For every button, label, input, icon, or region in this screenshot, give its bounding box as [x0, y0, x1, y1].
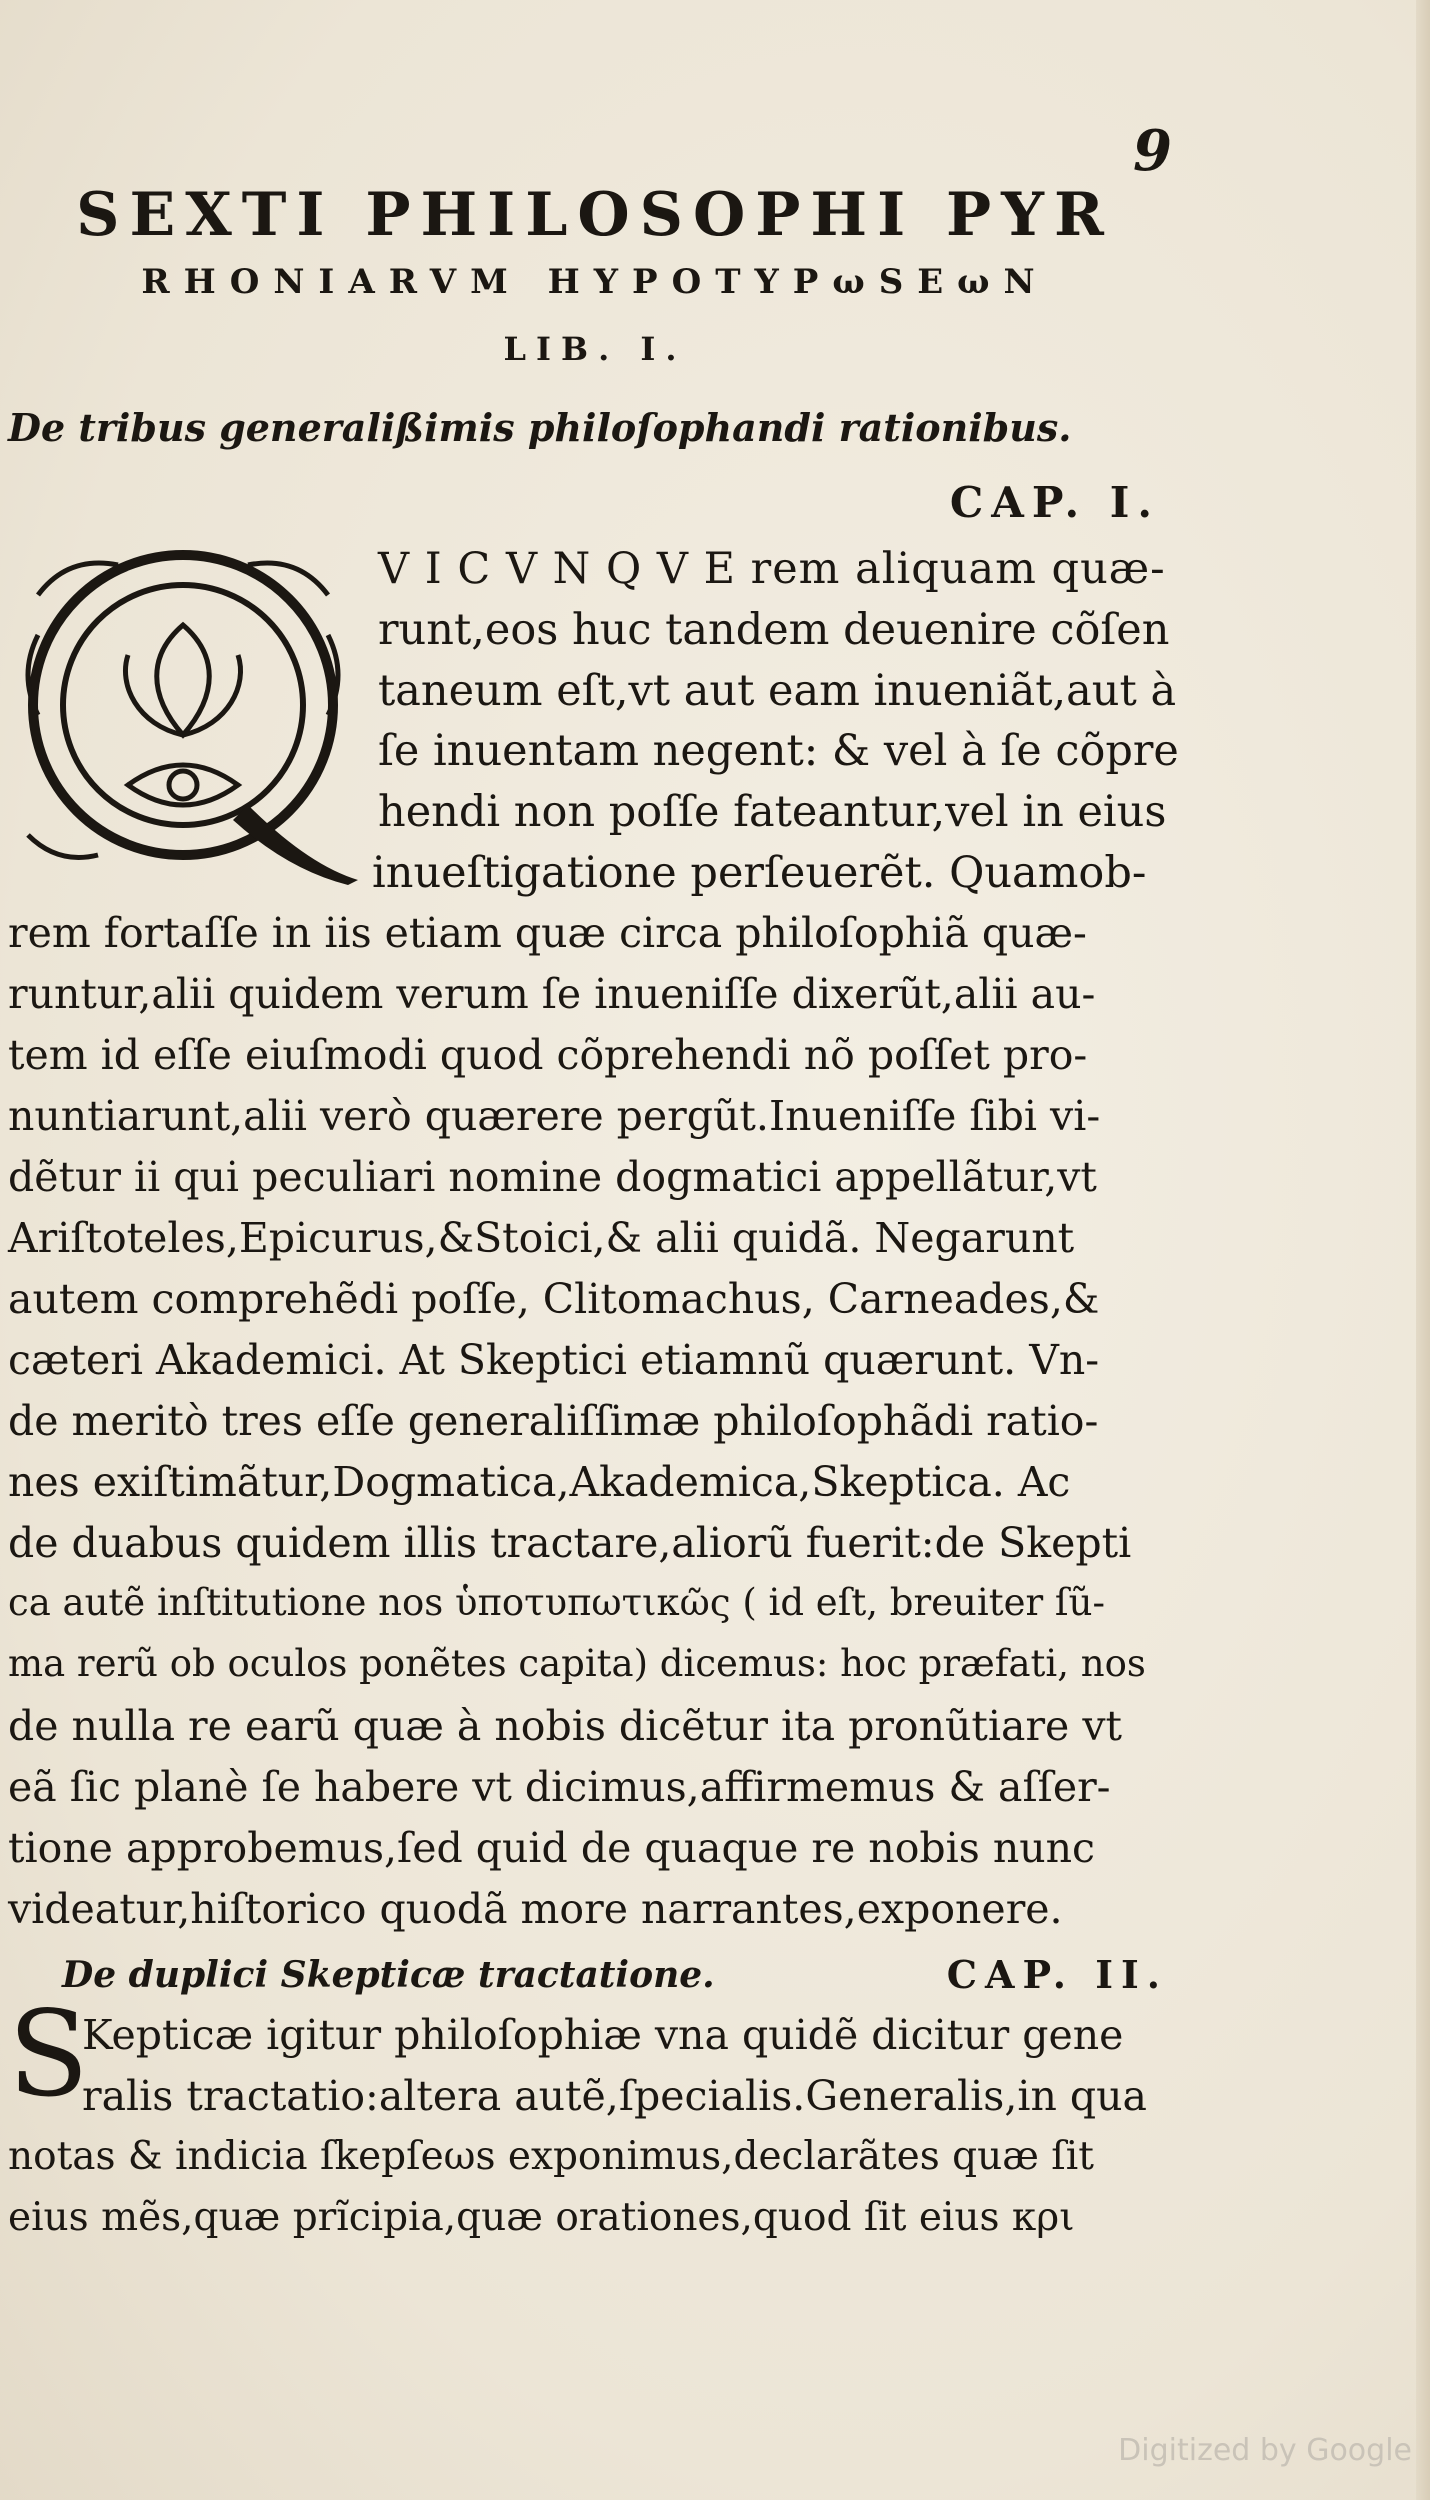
text-line: runtur,alii quidem verum ſe inueniſſe dixerũt,alii au-: [8, 970, 1096, 1018]
text-line: ralis tractatio:altera autẽ,ſpecialis.Generalis,in qua: [82, 2072, 1147, 2120]
text-line: dẽtur ii qui peculiari nomine dogmatici appellãtur,vt: [8, 1153, 1097, 1201]
drop-cap-s: S: [8, 1985, 89, 2123]
text-line: cæteri Akademici. At Skeptici etiamnũ quærunt. Vn-: [8, 1336, 1100, 1384]
chapter-1-heading: De tribus generalißimis philoſophandi rationibus.: [8, 405, 1072, 450]
chapter-1-label: CAP. I.: [949, 478, 1160, 527]
text-line: tione approbemus,ſed quid de quaque re nobis nunc: [8, 1824, 1096, 1872]
text-line: de duabus quidem illis tractare,aliorũ fuerit:de Skepti: [8, 1519, 1132, 1567]
text-line: V I C V N Q V E rem aliquam quæ-: [378, 544, 1166, 594]
text-line: videatur,hiſtorico quodã more narrantes,exponere.: [8, 1885, 1063, 1933]
text-line: rem fortaſſe in iis etiam quæ circa philoſophiã quæ-: [8, 909, 1087, 957]
text-line: inueſtigatione perſeuerẽt. Quamob-: [372, 848, 1147, 898]
page-number: 9: [1133, 118, 1172, 184]
title-line-2: RHONIARVM HYPOTYPωSEωN: [141, 262, 1049, 302]
page-edge: [1416, 0, 1430, 2500]
text-line: ma rerũ ob oculos ponẽtes capita) dicemus: hoc præfati, nos: [8, 1642, 1146, 1685]
text-line: nuntiarunt,alii verò quærere pergũt.Inueniſſe ſibi vi-: [8, 1092, 1101, 1140]
text-line: de nulla re earũ quæ à nobis dicẽtur ita pronũtiare vt: [8, 1702, 1122, 1750]
text-line: ſe inuentam negent: & vel à ſe cõpre: [378, 726, 1179, 776]
text-line: runt,eos huc tandem deuenire cõſen: [378, 605, 1170, 655]
text-line: nes exiſtimãtur,Dogmatica,Akademica,Skeptica. Ac: [8, 1458, 1071, 1506]
title-line-1: SEXTI PHILOSOPHI PYR: [76, 180, 1114, 250]
chapter-2-heading: De duplici Skepticæ tractatione.: [62, 1954, 715, 1996]
chapter-2-label: CAP. II.: [946, 1952, 1168, 1997]
text-line: tem id eſſe eiuſmodi quod cõprehendi nõ poſſet pro-: [8, 1031, 1088, 1079]
ornamental-initial-q: [8, 535, 360, 885]
title-line-3: LIB. I.: [503, 330, 687, 368]
text-line: notas & indicia ſkepſeωs exponimus,declarãtes quæ ſit: [8, 2134, 1094, 2179]
text-line: hendi non poſſe fateantur,vel in eius: [378, 787, 1167, 837]
text-line: de meritò tres eſſe generaliſſimæ philoſophãdi ratio-: [8, 1397, 1099, 1445]
digitized-watermark: Digitized by Google: [1118, 2433, 1412, 2468]
text-line: taneum eſt,vt aut eam inueniãt,aut à: [378, 666, 1177, 716]
text-line: eius mẽs,quæ prĩcipia,quæ orationes,quod ſit eius κρι: [8, 2195, 1075, 2240]
text-line: autem comprehẽdi poſſe, Clitomachus, Carneades,&: [8, 1275, 1100, 1323]
text-line: Ariſtoteles,Epicurus,&Stoici,& alii quidã. Negarunt: [8, 1214, 1075, 1262]
text-line: ca autẽ inſtitutione nos ὑποτυπωτικῶς ( id eſt, breuiter ſũ-: [8, 1581, 1105, 1624]
text-line: Kepticæ igitur philoſophiæ vna quidẽ dicitur gene: [82, 2011, 1124, 2059]
text-line: eã ſic planè ſe habere vt dicimus,affirmemus & aſſer-: [8, 1763, 1111, 1811]
